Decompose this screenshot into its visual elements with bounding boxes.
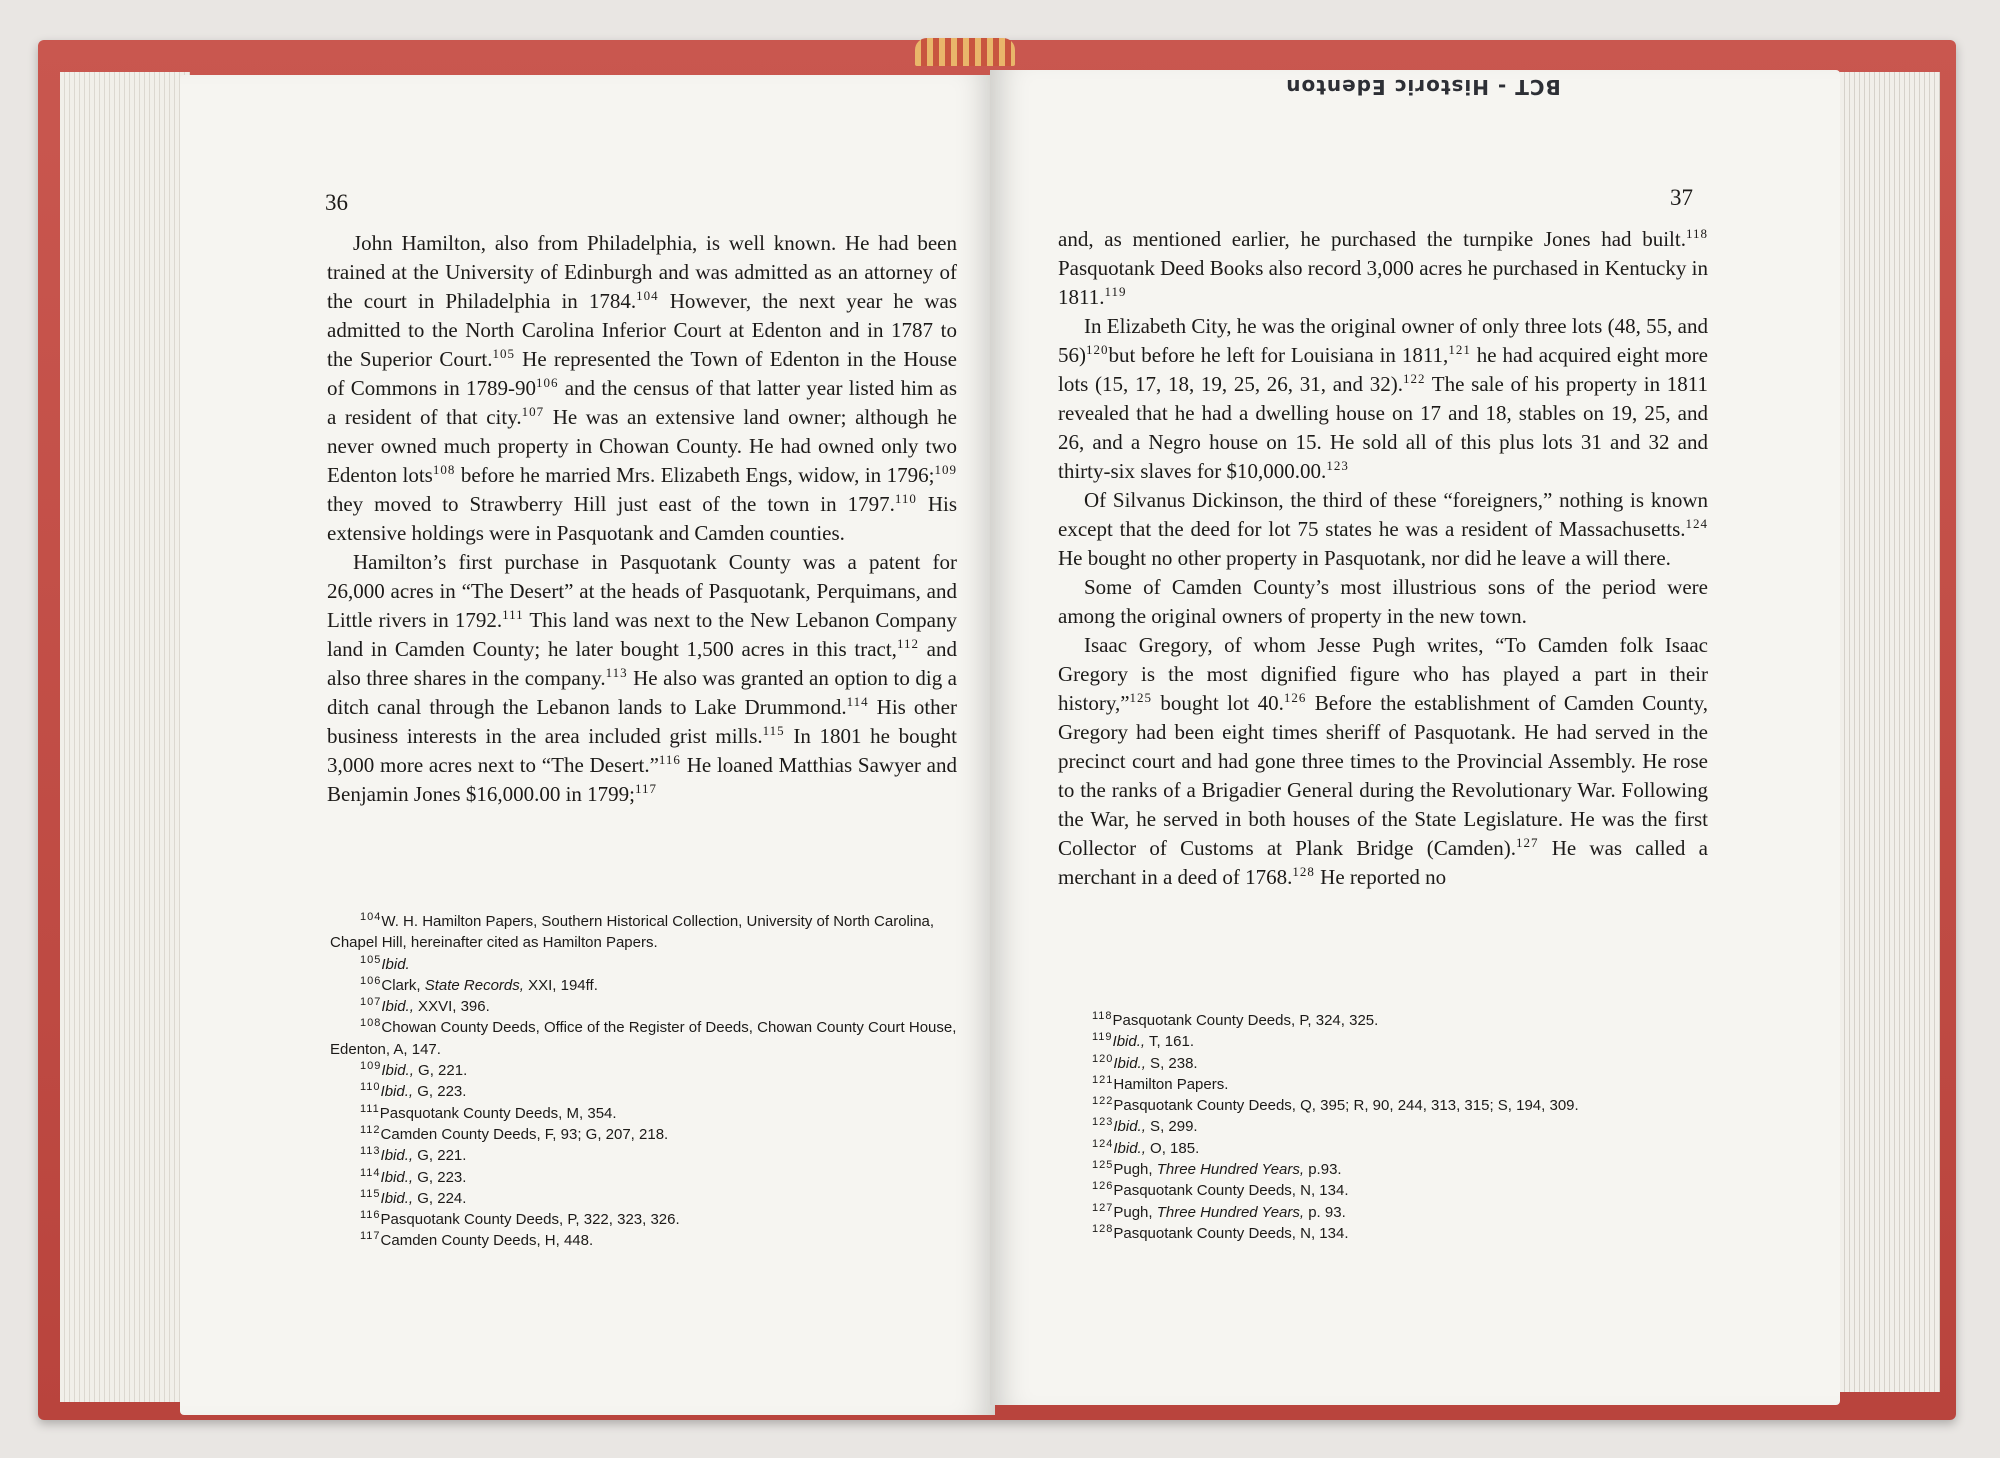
footnote-marker: 108 — [432, 462, 456, 477]
text-run: Pasquotank Deed Books also record 3,000 acres he purchased in Kentucky in 1811. — [1058, 256, 1708, 309]
italic-text: State Records, — [424, 976, 524, 994]
footnote — [330, 1060, 962, 1081]
footnote-marker: 117 — [360, 1230, 381, 1243]
left-page — [180, 75, 995, 1415]
text-run: G, 223. — [413, 1083, 467, 1101]
italic-text: Three Hundred Years, — [1156, 1203, 1305, 1221]
text-run: G, 221. — [413, 1147, 467, 1165]
text-run: He loaned Matthias Sawyer and Benjamin Jones $16,000.00 in 1799; — [327, 753, 957, 806]
footnote-marker: 114 — [846, 694, 869, 709]
italic-text: Ibid., — [380, 1083, 414, 1101]
text-run: He represented the Town of Edenton in the House of Commons in 1789-90 — [327, 347, 957, 400]
footnote — [1062, 1116, 1714, 1137]
text-run: Pasquotank County Deeds, N, 134. — [1113, 1224, 1349, 1242]
footnote — [330, 1145, 962, 1166]
footnote-marker: 121 — [1092, 1073, 1114, 1086]
footnote-marker: 112 — [360, 1123, 381, 1136]
text-run: G, 223. — [413, 1168, 467, 1186]
italic-text: Ibid., — [381, 998, 414, 1016]
italic-text: Ibid., — [1113, 1054, 1146, 1072]
footnote-marker: 123 — [1092, 1116, 1114, 1129]
footnote-marker: 118 — [1685, 226, 1708, 241]
footnote-marker: 106 — [360, 974, 382, 987]
footnote-marker: 110 — [360, 1081, 381, 1094]
footnote — [330, 1230, 962, 1251]
italic-text: Ibid., — [380, 1147, 414, 1165]
text-run: and also three shares in the company. — [327, 637, 957, 690]
paragraph — [1058, 225, 1708, 312]
text-run: In Elizabeth City, he was the original owner of only three lots (48, 55, and 56) — [1058, 314, 1708, 367]
footnote-marker: 126 — [1283, 690, 1307, 705]
text-run: In 1801 he bought 3,000 more acres next to “The Desert.” — [327, 724, 957, 777]
text-run: His extensive holdings were in Pasquotank and Camden counties. — [327, 492, 957, 545]
footnote-marker: 112 — [896, 636, 919, 651]
italic-text: Ibid., — [1113, 1139, 1146, 1157]
footnote-marker: 115 — [360, 1187, 381, 1200]
footnote-marker: 105 — [360, 953, 382, 966]
footnote-marker: 120 — [1086, 342, 1109, 357]
footnote-marker: 116 — [658, 752, 681, 767]
footnote — [330, 1081, 962, 1102]
text-run: Pasquotank County Deeds, N, 134. — [1113, 1182, 1349, 1200]
footnote — [1062, 1031, 1714, 1052]
right-page-body — [1058, 225, 1708, 892]
text-run: p. 93. — [1304, 1203, 1346, 1221]
text-run: Chowan County Deeds, Office of the Register of Deeds, Chowan County Court House, Edenton, A, 147. — [330, 1019, 957, 1058]
footnote — [330, 1124, 962, 1145]
page-top-stamp: BCT - Historic Edenton — [1285, 75, 1561, 99]
paragraph — [1058, 631, 1708, 892]
text-run: Camden County Deeds, H, 448. — [380, 1232, 594, 1250]
text-run: bought lot 40. — [1152, 691, 1284, 715]
footnote — [330, 911, 962, 954]
footnote-marker: 128 — [1092, 1222, 1114, 1235]
left-page-footnotes — [330, 911, 962, 1252]
text-run: Hamilton’s first purchase in Pasquotank County was a patent for 26,000 acres in “The Desert” at the heads of Pasquotank, Perquimans, and Little rivers in 1792. — [327, 550, 957, 632]
text-run: Pugh, — [1113, 1203, 1157, 1221]
footnote-marker: 122 — [1402, 371, 1426, 386]
footnote — [1062, 1138, 1714, 1159]
footnote-marker: 104 — [360, 911, 382, 923]
footnote-marker: 107 — [360, 996, 382, 1009]
footnote-marker: 119 — [1104, 284, 1127, 299]
text-run: S, 238. — [1145, 1054, 1198, 1072]
footnote-marker: 124 — [1092, 1137, 1114, 1150]
text-run: G, 221. — [413, 1062, 468, 1080]
paragraph — [327, 229, 957, 548]
footnote-marker: 109 — [360, 1060, 382, 1073]
footnote-marker: 109 — [934, 462, 957, 477]
footnote-marker: 104 — [636, 288, 659, 303]
footnote-marker: 125 — [1129, 690, 1153, 705]
text-run: S, 299. — [1145, 1118, 1198, 1136]
book-headband — [915, 38, 1015, 66]
text-run: Camden County Deeds, F, 93; G, 207, 218. — [380, 1125, 669, 1143]
page-edges-right — [1830, 72, 1940, 1392]
footnote — [1062, 1223, 1714, 1244]
footnote-marker: 120 — [1092, 1052, 1114, 1065]
italic-text: Ibid., — [1112, 1033, 1146, 1051]
footnote — [330, 954, 962, 975]
text-run: and the census of that latter year listed him as a resident of that city. — [327, 376, 957, 429]
footnote-marker: 119 — [1092, 1031, 1113, 1044]
text-run: He was an extensive land owner; although he never owned much property in Chowan County. He had owned only two Edenton lots — [327, 405, 957, 487]
text-run: Pasquotank County Deeds, M, 354. — [379, 1104, 617, 1122]
footnote-marker: 127 — [1092, 1201, 1114, 1214]
footnote — [330, 1017, 962, 1060]
text-run: and, as mentioned earlier, he purchased the turnpike Jones had built. — [1058, 227, 1686, 251]
footnote — [330, 1167, 962, 1188]
right-page-footnotes — [1062, 1010, 1714, 1244]
text-run: Before the establishment of Camden County, Gregory had been eight times sheriff of Pasquotank. He had served in the precinct court and had gone three times to the Provincial Assembly. He rose to the ranks of a Brigadier General during the Revolutionary War. Following the War, he served in both houses of the State Legislature. He was the first Collector of Customs at Plank Bridge (Camden). — [1058, 691, 1708, 860]
text-run: Pugh, — [1113, 1161, 1157, 1179]
footnote-marker: 118 — [1092, 1010, 1113, 1022]
text-run: they moved to Strawberry Hill just east of the town in 1797. — [327, 492, 895, 516]
text-run: p.93. — [1304, 1161, 1342, 1179]
left-page-body — [327, 229, 957, 809]
footnote — [330, 996, 962, 1017]
text-run: Some of Camden County’s most illustrious sons of the period were among the original owners of property in the new town. — [1058, 575, 1708, 628]
text-run: Pasquotank County Deeds, P, 322, 323, 326. — [380, 1211, 680, 1229]
italic-text: Ibid. — [381, 955, 410, 973]
paragraph — [1058, 312, 1708, 486]
paragraph — [1058, 486, 1708, 573]
paragraph — [1058, 573, 1708, 631]
footnote — [1062, 1095, 1714, 1116]
text-run: XXVI, 396. — [413, 998, 490, 1016]
page-number-left: 36 — [325, 190, 348, 215]
text-run: Isaac Gregory, of whom Jesse Pugh writes, “To Camden folk Isaac Gregory is the most dignified figure who has played a part in their history,” — [1058, 633, 1708, 715]
italic-text: Ibid., — [380, 1189, 414, 1207]
text-run: XXI, 194ff. — [523, 976, 598, 994]
footnote-marker: 126 — [1092, 1180, 1114, 1193]
footnote-marker: 111 — [360, 1102, 380, 1115]
text-run: O, 185. — [1145, 1139, 1200, 1157]
footnote-marker: 128 — [1292, 864, 1315, 879]
footnote-marker: 124 — [1685, 516, 1708, 531]
footnote — [330, 1103, 962, 1124]
right-page — [990, 70, 1840, 1405]
text-run: He was called a merchant in a deed of 1768. — [1058, 836, 1708, 889]
footnote-marker: 110 — [894, 491, 917, 506]
italic-text: Ibid., — [380, 1168, 414, 1186]
text-run: He reported no — [1314, 865, 1447, 889]
text-run: Clark, — [381, 976, 425, 994]
text-run: he had acquired eight more lots (15, 17, 18, 19, 25, 26, 31, and 32). — [1058, 343, 1708, 396]
footnote-marker: 113 — [360, 1145, 381, 1158]
text-run: He bought no other property in Pasquotank, nor did he leave a will there. — [1058, 546, 1671, 570]
footnote-marker: 113 — [605, 665, 628, 680]
footnote-marker: 108 — [360, 1017, 382, 1030]
footnote-marker: 125 — [1092, 1159, 1114, 1172]
text-run: This land was next to the New Lebanon Company land in Camden County; he later bought 1,500 acres in this tract, — [327, 608, 957, 661]
italic-text: Three Hundred Years, — [1156, 1161, 1305, 1179]
paragraph — [327, 548, 957, 809]
footnote-marker: 116 — [360, 1209, 381, 1222]
text-run: before he married Mrs. Elizabeth Engs, widow, in 1796; — [455, 463, 935, 487]
footnote — [330, 975, 962, 996]
footnote-marker: 117 — [635, 781, 658, 796]
footnote-marker: 127 — [1515, 835, 1539, 850]
text-run: G, 224. — [413, 1189, 467, 1207]
page-number-right: 37 — [1670, 185, 1693, 210]
footnote-marker: 106 — [535, 375, 559, 390]
footnote — [1062, 1074, 1714, 1095]
footnote-marker: 115 — [762, 723, 785, 738]
footnote — [1062, 1159, 1714, 1180]
text-run: John Hamilton, also from Philadelphia, is well known. He had been trained at the University of Edinburgh and was admitted as an attorney of the court in Philadelphia in 1784. — [327, 231, 957, 313]
italic-text: Ibid., — [1113, 1118, 1146, 1136]
text-run: T, 161. — [1145, 1033, 1195, 1051]
footnote-marker: 123 — [1326, 458, 1349, 473]
footnote — [1062, 1053, 1714, 1074]
footnote — [1062, 1010, 1714, 1031]
text-run: Hamilton Papers. — [1113, 1075, 1229, 1093]
text-run: Pasquotank County Deeds, P, 324, 325. — [1112, 1012, 1379, 1029]
footnote — [1062, 1202, 1714, 1223]
footnote-marker: 122 — [1092, 1095, 1114, 1108]
footnote-marker: 107 — [521, 404, 545, 419]
footnote — [1062, 1180, 1714, 1201]
footnote — [330, 1188, 962, 1209]
text-run: but before he left for Louisiana in 1811, — [1108, 343, 1449, 367]
footnote — [330, 1209, 962, 1230]
text-run: Pasquotank County Deeds, Q, 395; R, 90, 244, 313, 315; S, 194, 309. — [1113, 1097, 1579, 1115]
footnote-marker: 114 — [360, 1166, 381, 1179]
text-run: W. H. Hamilton Papers, Southern Historical Collection, University of North Carolina, Chapel Hill, hereinafter cited as Hamilton Papers. — [330, 913, 935, 952]
page-edges-left — [60, 72, 190, 1402]
text-run: The sale of his property in 1811 revealed that he had a dwelling house on 17 and 18, stables on 19, 25, and 26, and a Negro house on 15. He sold all of this plus lots 31 and 32 and thirty-six slaves for $10,000.00. — [1058, 372, 1708, 483]
footnote-marker: 121 — [1448, 342, 1471, 357]
text-run: However, the next year he was admitted to the North Carolina Inferior Court at Edenton and in 1787 to the Superior Court. — [327, 289, 957, 371]
footnote-marker: 105 — [492, 346, 515, 361]
text-run: His other business interests in the area included grist mills. — [327, 695, 957, 748]
text-run: He also was granted an option to dig a ditch canal through the Lebanon lands to Lake Drummond. — [327, 666, 958, 719]
text-run: Of Silvanus Dickinson, the third of these “foreigners,” nothing is known except that the deed for lot 75 states he was a resident of Massachusetts. — [1058, 488, 1708, 541]
footnote-marker: 111 — [502, 607, 524, 622]
italic-text: Ibid., — [381, 1062, 414, 1080]
